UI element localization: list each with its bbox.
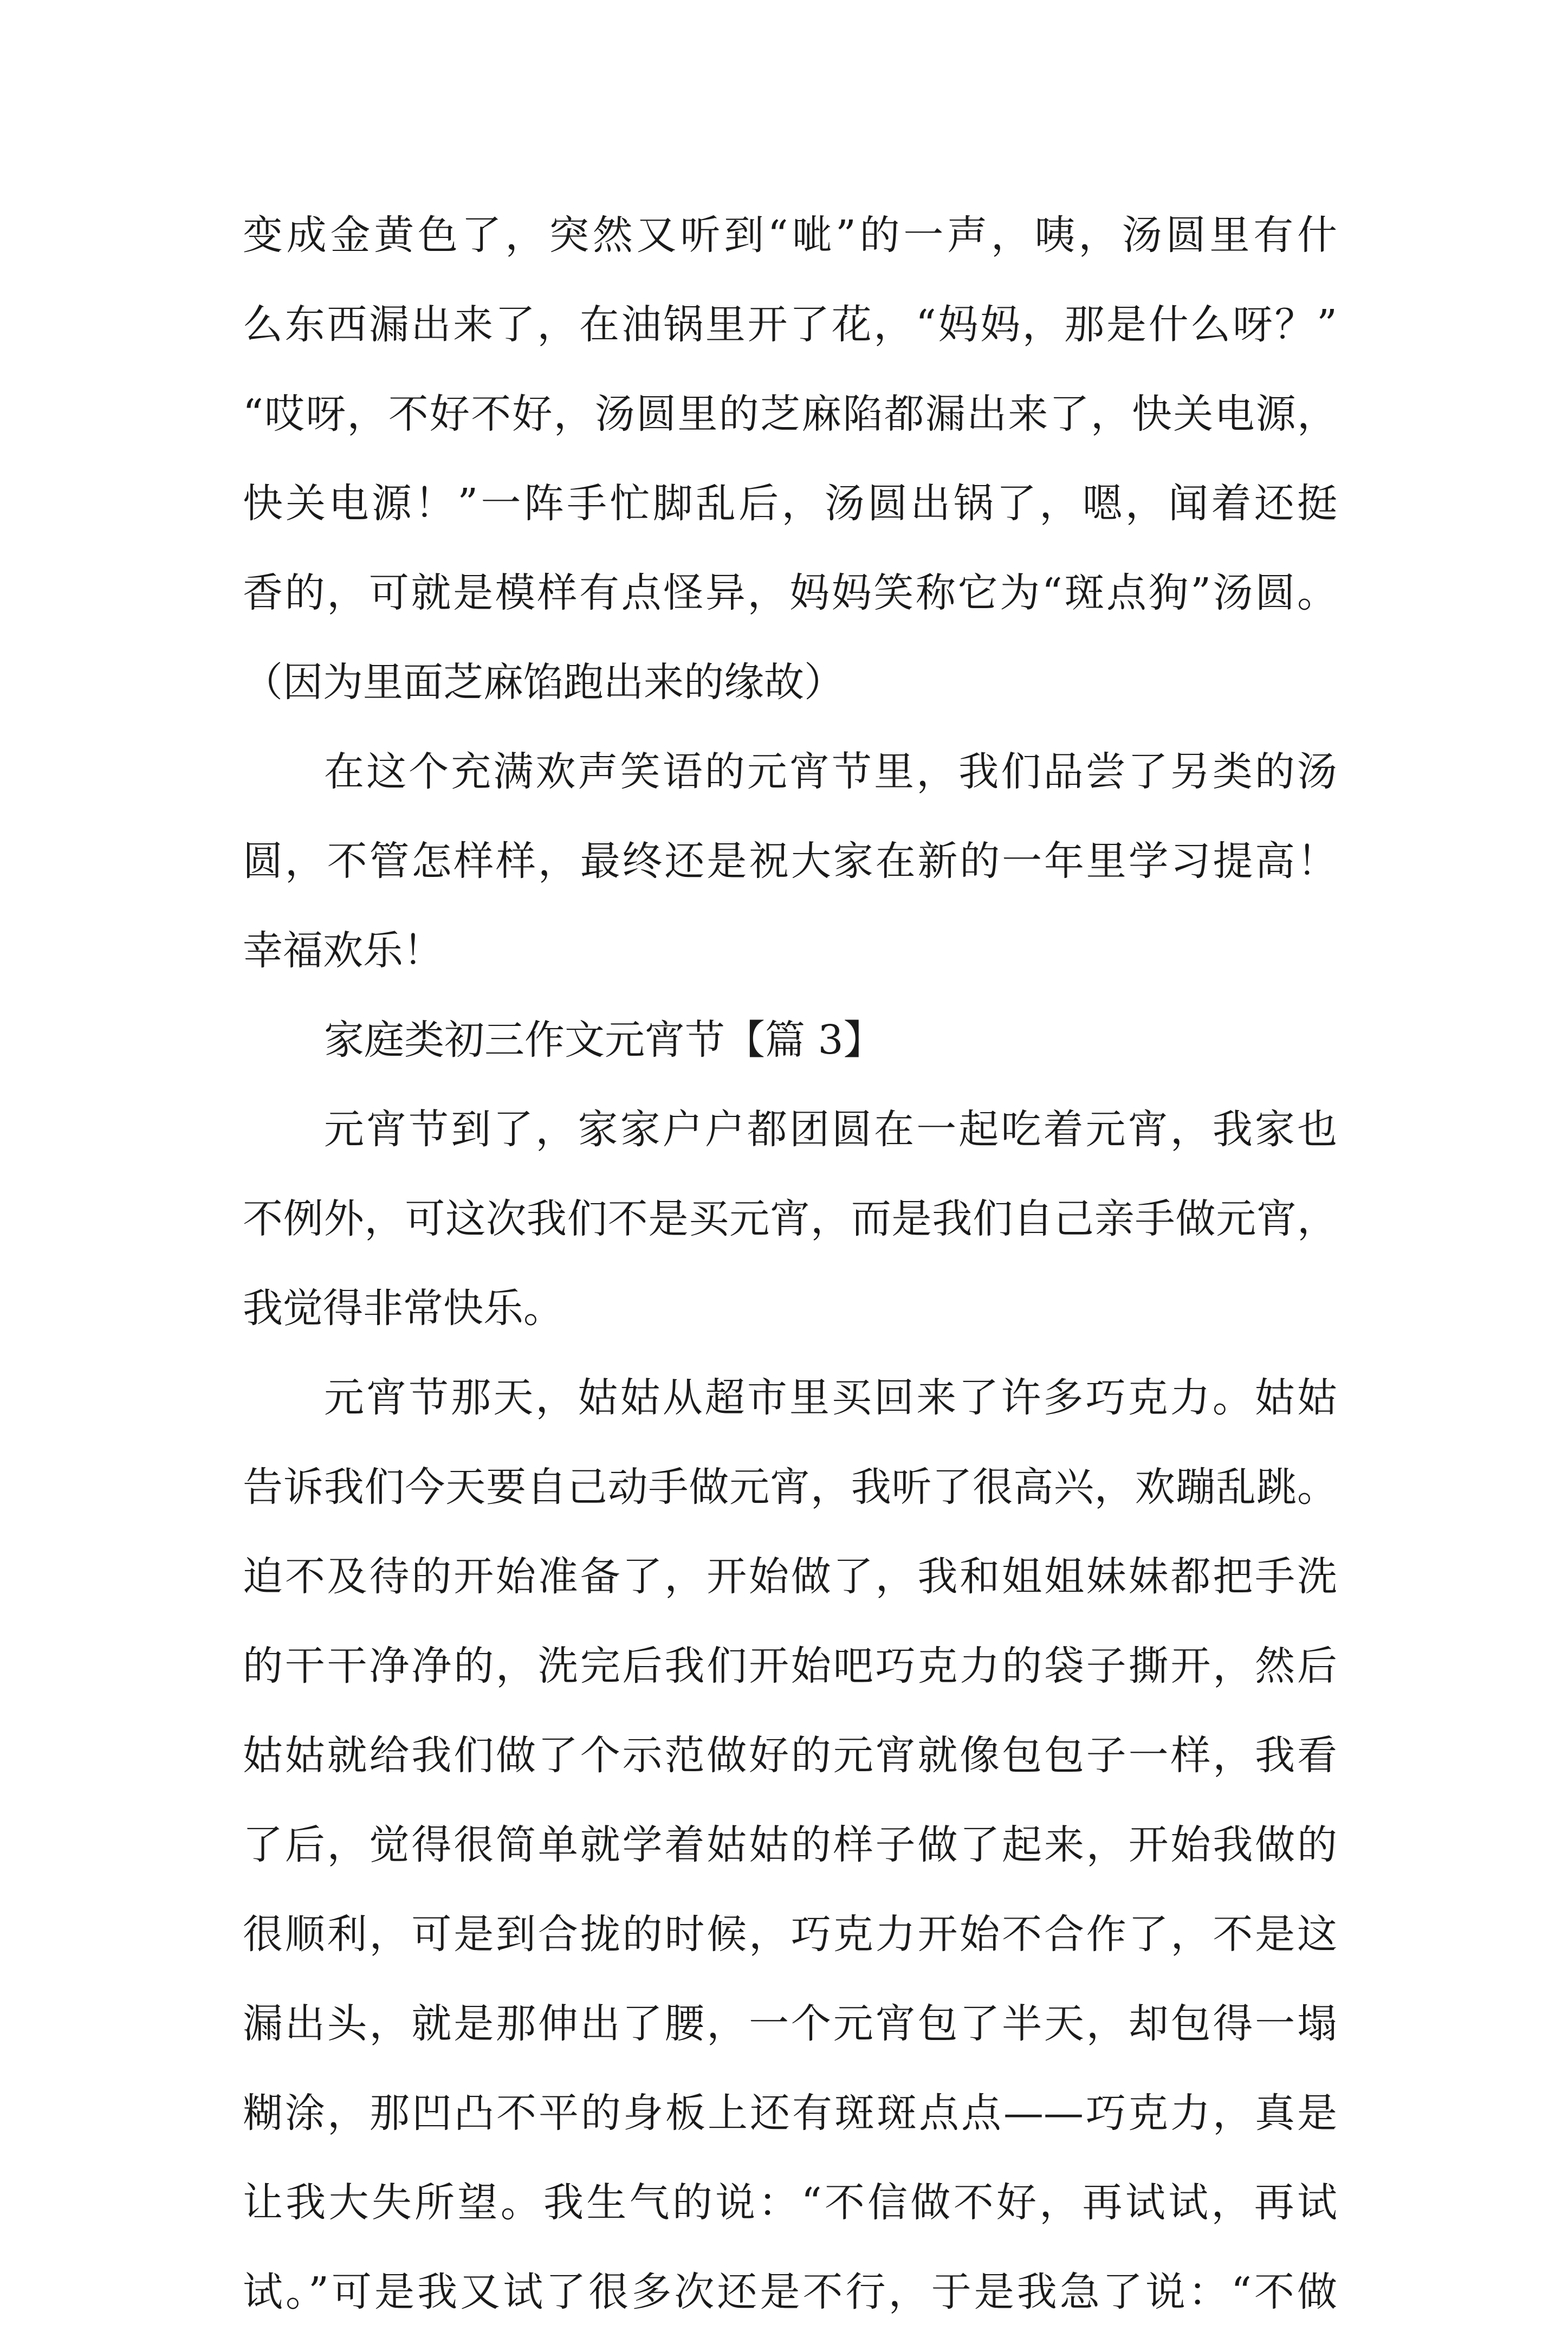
paragraph-first-line: 元宵节到了，家家户户都团圆在一起吃着元宵，我家也 (324, 1106, 1337, 1153)
paragraph-first-line: 元宵节那天，姑姑从超市里买回来了许多巧克力。姑姑 (324, 1374, 1337, 1421)
text-line: 么东西漏出来了，在油锅里开了花，“妈妈，那是什么呀？” (243, 301, 1337, 348)
text-line: 漏出头，就是那伸出了腰，一个元宵包了半天，却包得一塌 (243, 2000, 1337, 2047)
text-line: 圆，不管怎样样，最终还是祝大家在新的一年里学习提高！ (243, 838, 1337, 885)
text-line: 糊涂，那凹凸不平的身板上还有斑斑点点——巧克力，真是 (243, 2090, 1337, 2136)
text-line: 香的，可就是模样有点怪异，妈妈笑称它为“斑点狗”汤圆。 (243, 570, 1337, 616)
text-line: 的干干净净的，洗完后我们开始吧巧克力的袋子撕开，然后 (243, 1643, 1337, 1689)
text-line: 姑姑就给我们做了个示范做好的元宵就像包包子一样，我看 (243, 1732, 1337, 1779)
text-line: 快关电源！”一阵手忙脚乱后，汤圆出锅了，嗯，闻着还挺 (243, 480, 1337, 527)
text-line: 变成金黄色了，突然又听到“呲”的一声，咦，汤圆里有什 (243, 212, 1337, 259)
text-line: （因为里面芝麻馅跑出来的缘故） (243, 659, 844, 706)
text-line: 很顺利，可是到合拢的时候，巧克力开始不合作了，不是这 (243, 1911, 1337, 1958)
text-line: 不例外，可这次我们不是买元宵，而是我们自己亲手做元宵， (243, 1196, 1337, 1242)
text-line: 我觉得非常快乐。 (243, 1285, 563, 1332)
text-line: 告诉我们今天要自己动手做元宵，我听了很高兴，欢蹦乱跳。 (243, 1464, 1337, 1510)
text-line: “哎呀，不好不好，汤圆里的芝麻陷都漏出来了，快关电源， (243, 391, 1337, 437)
text-line: 迫不及待的开始准备了，开始做了，我和姐姐妹妹都把手洗 (243, 1553, 1337, 1600)
text-line: 幸福欢乐！ (243, 927, 443, 974)
text-line: 让我大失所望。我生气的说：“不信做不好，再试试，再试 (243, 2179, 1337, 2226)
text-line: 了后，觉得很简单就学着姑姑的样子做了起来，开始我做的 (243, 1822, 1337, 1868)
document-body (243, 191, 1337, 2337)
paragraph-first-line: 在这个充满欢声笑语的元宵节里，我们品尝了另类的汤 (324, 748, 1337, 795)
text-line: 试。”可是我又试了很多次还是不行，于是我急了说：“不做 (243, 2269, 1337, 2315)
section-heading: 家庭类初三作文元宵节【篇 3】 (324, 1017, 884, 1063)
